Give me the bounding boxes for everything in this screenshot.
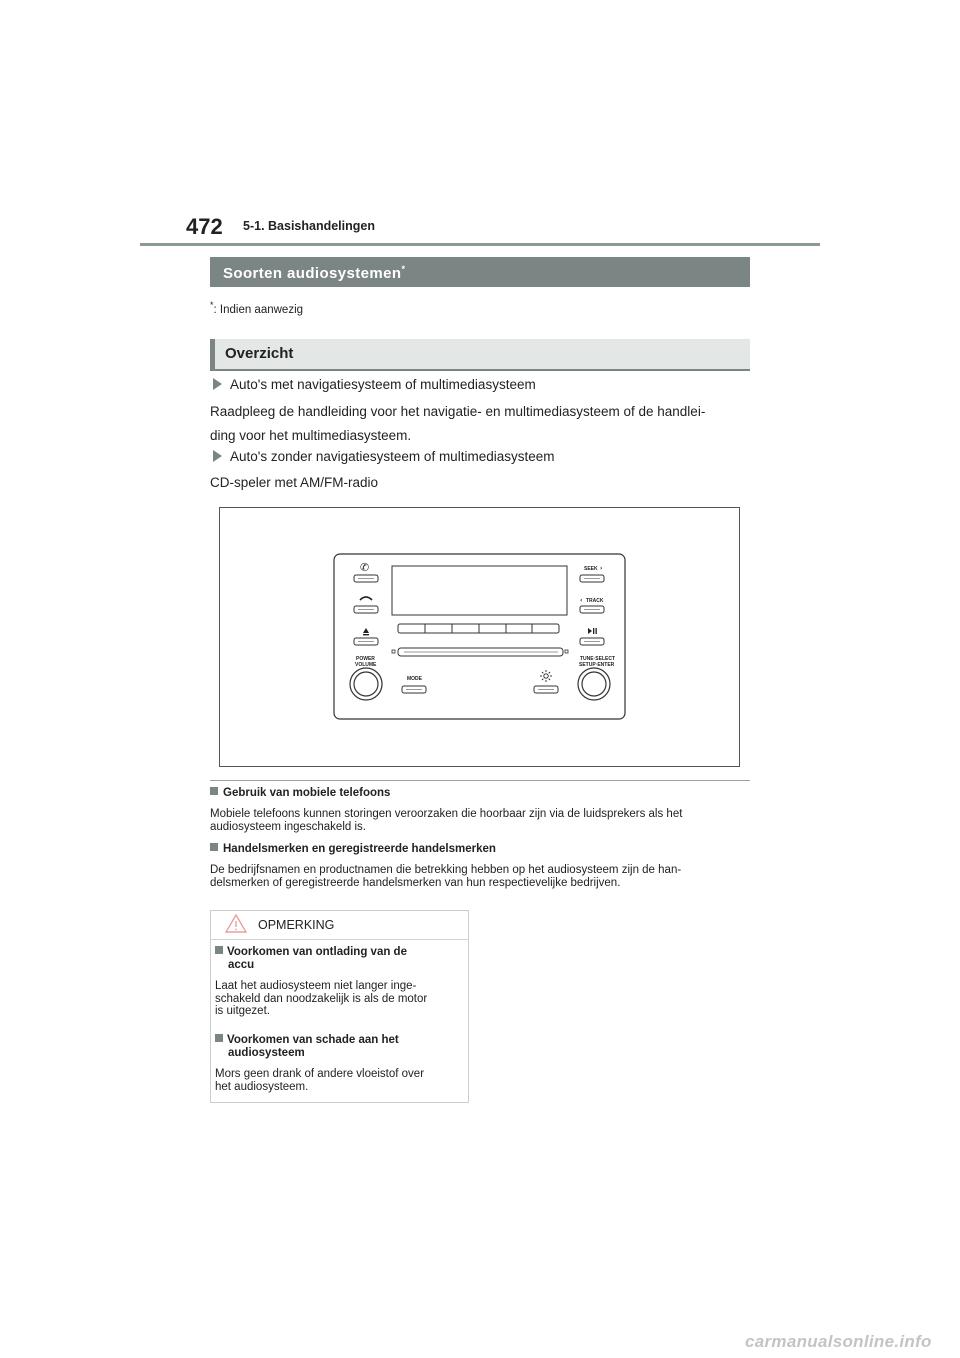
power-label: POWER [356,656,375,662]
bullet-text: Auto's met navigatiesysteem of multimediasysteem [230,377,536,392]
phone-hangup-button [354,606,378,613]
seek-label: SEEK [584,566,598,572]
square-bullet-icon [215,1034,223,1042]
paragraph-line: Raadpleeg de handleiding voor het navigatie- en multimediasysteem of de handlei- [210,404,706,419]
notice-heading-text: Voorkomen van schade aan het [227,1034,399,1046]
notice-line: Laat het audiosysteem niet langer inge- [215,980,417,992]
triangle-bullet-icon [213,378,222,390]
note-line: Mobiele telefoons kunnen storingen veroorzaken die hoorbaar zijn via de luidsprekers als het [210,808,683,820]
play-pause-button [580,638,604,645]
note-heading-text: Handelsmerken en geregistreerde handelsmerken [223,843,496,855]
bullet-text: Auto's zonder navigatiesysteem of multimediasysteem [230,449,555,464]
notice-line: het audiosysteem. [215,1080,309,1093]
volume-label: VOLUME [355,662,377,668]
section-label: 5-1. Basishandelingen [243,219,375,233]
phone-pickup-button [354,575,378,582]
notice-line: schakeld dan noodzakelijk is als de motor [215,992,428,1005]
note-heading-mobile [210,787,390,799]
brightness-button [534,686,558,693]
track-button [580,606,604,613]
page-title [210,257,750,287]
notice-line: is uitgezet. [215,1005,270,1017]
notice-heading-text: Voorkomen van ontlading van de [227,946,407,958]
watermark: carmanualsonline.info [745,1332,932,1351]
tune-select-label: TUNE·SELECT [580,656,615,662]
note-body-mobile [210,808,750,833]
square-bullet-icon [210,843,218,851]
note-line: delsmerken of geregistreerde handelsmerken van hun respectievelijke bedrijven. [210,876,621,889]
note-line: audiosysteem ingeschakeld is. [210,820,366,833]
notice-title: OPMERKING [258,918,335,932]
overview-heading: Overzicht [210,339,750,371]
mode-label: MODE [407,676,422,682]
paragraph-line: ding voor het multimediasysteem. [210,428,412,443]
setup-enter-label: SETUP·ENTER [579,662,615,668]
track-arrow-icon: ‹ [580,597,583,604]
mode-button [402,686,426,693]
phone-pickup-icon: ✆ [360,561,370,574]
paragraph-navigation [210,400,750,448]
paragraph-cd-player: CD-speler met AM/FM-radio [210,475,379,490]
square-bullet-icon [210,787,218,795]
footnote-text: : Indien aanwezig [213,303,304,316]
notice-body-damage [215,1068,465,1093]
radio-illustration [220,508,739,766]
title-footnote-mark: * [401,264,406,274]
radio-display [392,566,567,615]
bullet-without-navigation [210,449,554,464]
footnote [210,300,303,316]
notice-heading-battery [215,946,460,972]
notice-heading-text: audiosysteem [228,1047,305,1059]
track-label: TRACK [586,598,604,604]
notice-heading-damage [215,1034,460,1060]
note-heading-text: Gebruik van mobiele telefoons [223,787,391,799]
radio-figure [219,507,740,767]
square-bullet-icon [215,946,223,954]
note-line: De bedrijfsnamen en productnamen die betrekking hebben op het audiosysteem zijn de han- [210,864,682,876]
page-title-text: Soorten audiosystemen [223,265,402,282]
warning-triangle-icon [225,913,247,933]
note-heading-trademarks [210,843,496,855]
section-divider [210,780,750,781]
page-number: 472 [186,214,223,239]
notice-header [210,910,469,940]
footnote-mark: * [210,300,214,310]
preset-buttons [398,624,559,633]
eject-button [354,638,378,645]
triangle-bullet-icon [213,450,222,462]
notice-body-battery [215,980,465,1018]
notice-line: Mors geen drank of andere vloeistof over [215,1068,425,1080]
notice-heading-text: accu [228,959,255,971]
seek-arrow-icon: › [600,565,603,572]
bullet-with-navigation [210,377,536,392]
header-divider [140,243,820,246]
note-body-trademarks [210,864,750,889]
seek-button [580,575,604,582]
